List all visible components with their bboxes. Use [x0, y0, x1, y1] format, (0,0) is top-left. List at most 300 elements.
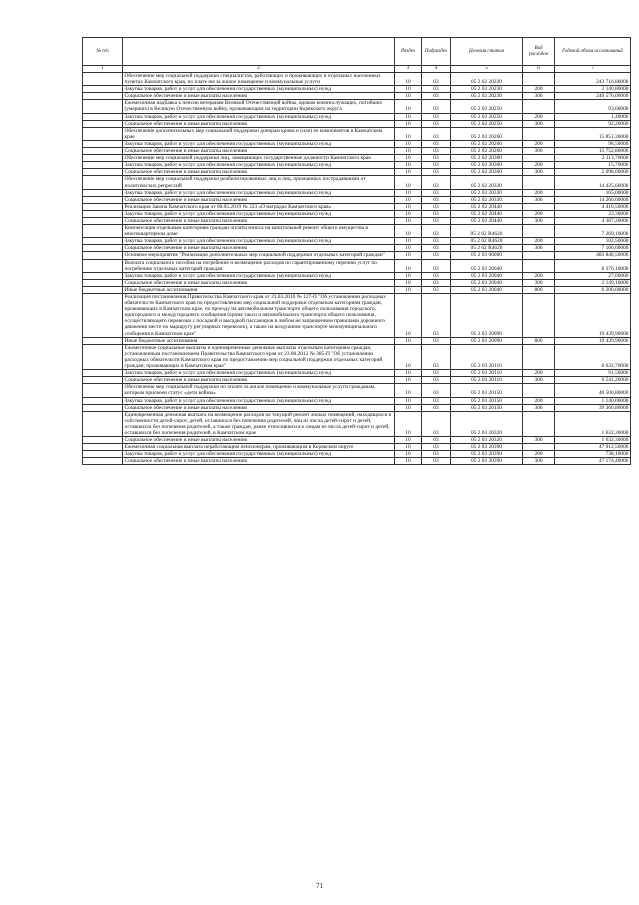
cell-section: 10 — [395, 113, 422, 120]
cell-expense-type — [523, 225, 555, 238]
cell-amount: 6 200,00000 — [555, 286, 631, 293]
cell-section: 10 — [395, 162, 422, 169]
cell-amount: 15 851,30000 — [555, 127, 631, 140]
cell-target-article: 05 2 02 20440 — [451, 203, 523, 210]
cell-number — [83, 238, 123, 245]
cell-subsection: 03 — [422, 370, 451, 377]
table-row — [83, 225, 631, 238]
cell-name: Закупка товаров, работ и услуг для обеспечения государственных (муниципальных) нужд — [123, 370, 395, 377]
table-row — [83, 196, 631, 203]
table-row — [83, 155, 631, 162]
table-row — [83, 384, 631, 397]
cell-expense-type: 200 — [523, 113, 555, 120]
cell-expense-type: 200 — [523, 370, 555, 377]
cell-target-article: 05 2 02 20250 — [451, 120, 523, 127]
cell-expense-type — [523, 444, 555, 451]
cell-target-article: 05 2 03 20320 — [451, 437, 523, 444]
cell-number — [83, 272, 123, 279]
cell-section: 10 — [395, 120, 422, 127]
table-row — [83, 451, 631, 458]
cell-subsection: 03 — [422, 86, 451, 93]
cell-number — [83, 370, 123, 377]
cell-section: 10 — [395, 437, 422, 444]
cell-amount: 102,50000 — [555, 238, 631, 245]
cell-expense-type — [523, 203, 555, 210]
cell-number — [83, 169, 123, 176]
cell-expense-type: 300 — [523, 279, 555, 286]
cell-name: Социальное обеспечение и иные выплаты населению — [123, 148, 395, 155]
table-row — [83, 337, 631, 344]
cell-section: 10 — [395, 245, 422, 252]
col-header-annual-amount: Годовой объем ассигнований — [555, 38, 631, 66]
cell-expense-type — [523, 384, 555, 397]
cell-amount: 27,00000 — [555, 272, 631, 279]
cell-subsection: 03 — [422, 458, 451, 465]
cell-amount: 240 576,00000 — [555, 93, 631, 100]
cell-section: 10 — [395, 189, 422, 196]
cell-name: Компенсация отдельным категориям граждан оплаты взноса на капитальный ремонт общего имущества в многоквартирном доме — [123, 225, 395, 238]
cell-subsection: 03 — [422, 238, 451, 245]
budget-table — [82, 37, 631, 465]
cell-expense-type: 200 — [523, 210, 555, 217]
cell-amount: 1 632,30000 — [555, 437, 631, 444]
cell-expense-type — [523, 176, 555, 189]
cell-expense-type: 300 — [523, 196, 555, 203]
table-row — [83, 252, 631, 259]
cell-amount: 40 500,80000 — [555, 384, 631, 397]
cell-number — [83, 377, 123, 384]
cell-subsection: 03 — [422, 127, 451, 140]
cell-section: 10 — [395, 384, 422, 397]
cell-subsection: 03 — [422, 451, 451, 458]
cell-expense-type — [523, 73, 555, 86]
table-index-row — [83, 66, 631, 73]
table-row — [83, 458, 631, 465]
cell-section: 10 — [395, 127, 422, 140]
cell-section: 10 — [395, 176, 422, 189]
cell-expense-type — [523, 294, 555, 338]
cell-target-article: 05 2 03 00000 — [451, 252, 523, 259]
col-header-expense-type: Вид расходов — [523, 38, 555, 66]
cell-target-article: 05 2 02 20230 — [451, 86, 523, 93]
cell-name: Социальное обеспечение и иные выплаты населению — [123, 93, 395, 100]
cell-section: 10 — [395, 86, 422, 93]
cell-section: 10 — [395, 458, 422, 465]
cell-number — [83, 458, 123, 465]
cell-number — [83, 451, 123, 458]
cell-subsection: 03 — [422, 344, 451, 369]
cell-amount: 47 912,50000 — [555, 444, 631, 451]
cell-expense-type — [523, 252, 555, 259]
cell-target-article: 05 2 02 20440 — [451, 217, 523, 224]
cell-amount: 2 098,00000 — [555, 169, 631, 176]
cell-name: Ежемесячная надбавка к пенсии ветеранам Великой Отечественной войны, вдовам военнослужащих, погибших (умерших) в Великую Отечественную войну, проживающим на территории Корякского округа — [123, 100, 395, 113]
table-row — [83, 217, 631, 224]
cell-expense-type: 300 — [523, 93, 555, 100]
cell-number — [83, 93, 123, 100]
cell-section: 10 — [395, 344, 422, 369]
cell-section: 10 — [395, 203, 422, 210]
cell-name: Социальное обеспечение и иные выплаты населению — [123, 169, 395, 176]
cell-amount: 7 166,60000 — [555, 245, 631, 252]
cell-number — [83, 210, 123, 217]
cell-expense-type — [523, 127, 555, 140]
cell-section: 10 — [395, 411, 422, 436]
cell-number — [83, 196, 123, 203]
cell-amount: 91,50000 — [555, 370, 631, 377]
cell-target-article: 05 2 02 20330 — [451, 176, 523, 189]
table-row — [83, 176, 631, 189]
cell-name: Обеспечение мер социальной поддержки по оплате за жилое помещение и коммунальные услуги гражданам, которым присвоен статус «дети войны» — [123, 384, 395, 397]
cell-subsection: 03 — [422, 337, 451, 344]
cell-target-article: 05 2 02 20260 — [451, 140, 523, 147]
cell-amount: 1 632,30000 — [555, 411, 631, 436]
cell-number — [83, 411, 123, 436]
cell-name: Иные бюджетные ассигнования — [123, 286, 395, 293]
cell-section: 10 — [395, 148, 422, 155]
cell-number — [83, 100, 123, 113]
cell-amount: 19 439,90000 — [555, 337, 631, 344]
cell-name: Обеспечение дополнительных мер социальной поддержки донорам крови и (или) ее компонентов в Камчатском крае — [123, 127, 395, 140]
cell-name: Реализация постановления Правительства Камчатского края от 23.03.2010 № 127-П "Об установлении расходных обязательств Камчатского края по предоставлению мер социальной поддержки отдельным категориям граждан, проживающих в Камчатском крае, по проезду на автомобильном транспорте общего пользования городского, пригородного и междугороднего сообщения (кроме такси и автомобильного транспорта общего пользования, осуществляющего перевозки с посадкой и высадкой пассажиров в любом не запрещенном правилами дорожного движения месте по маршруту регулярных перевозок), а также на воздушном транспорте межмуниципального сообщения в Камчатском крае" — [123, 294, 395, 338]
table-row — [83, 377, 631, 384]
cell-section: 10 — [395, 93, 422, 100]
table-row — [83, 444, 631, 451]
cell-section: 10 — [395, 397, 422, 404]
table-row — [83, 370, 631, 377]
cell-section: 10 — [395, 370, 422, 377]
cell-subsection: 03 — [422, 377, 451, 384]
cell-section: 10 — [395, 196, 422, 203]
table-row — [83, 127, 631, 140]
cell-expense-type: 800 — [523, 337, 555, 344]
cell-section: 10 — [395, 444, 422, 451]
cell-subsection: 03 — [422, 411, 451, 436]
cell-number — [83, 113, 123, 120]
cell-expense-type: 300 — [523, 404, 555, 411]
cell-target-article: 05 2 02 R4620 — [451, 225, 523, 238]
cell-expense-type — [523, 259, 555, 272]
cell-section: 10 — [395, 252, 422, 259]
cell-subsection: 03 — [422, 404, 451, 411]
cell-expense-type: 200 — [523, 189, 555, 196]
cell-amount: 14 260,60000 — [555, 196, 631, 203]
cell-subsection: 03 — [422, 73, 451, 86]
cell-section: 10 — [395, 259, 422, 272]
cell-expense-type — [523, 411, 555, 436]
cell-number — [83, 397, 123, 404]
cell-target-article: 05 2 02 20260 — [451, 148, 523, 155]
cell-number — [83, 444, 123, 451]
cell-amount: 483 848,50000 — [555, 252, 631, 259]
cell-name: Основное мероприятие "Реализация дополнительных мер социальной поддержки отдельных категорий граждан" — [123, 252, 395, 259]
table-row — [83, 245, 631, 252]
cell-subsection: 03 — [422, 286, 451, 293]
cell-amount: 15 752,80000 — [555, 148, 631, 155]
cell-name: Закупка товаров, работ и услуг для обеспечения государственных (муниципальных) нужд — [123, 397, 395, 404]
cell-section: 10 — [395, 337, 422, 344]
cell-amount: 7 269,10000 — [555, 225, 631, 238]
cell-name: Закупка товаров, работ и услуг для обеспечения государственных (муниципальных) нужд — [123, 238, 395, 245]
cell-name: Закупка товаров, работ и услуг для обеспечения государственных (муниципальных) нужд — [123, 451, 395, 458]
cell-name: Ежемесячные социальные выплаты и единовременные денежные выплаты отдельным категориям граждан, установленным постановлением Правительства Камчатского края от 23.08.2012 № 385-П "Об установлении расходных обязательств Камчатского края по предоставлению мер социальной поддержки отдельных категорий граждан, проживающих в Камчатском крае" — [123, 344, 395, 369]
cell-number — [83, 148, 123, 155]
index-cell: 1 — [83, 66, 123, 73]
cell-amount: 19 439,90000 — [555, 294, 631, 338]
cell-number — [83, 252, 123, 259]
cell-target-article: 05 2 02 20300 — [451, 155, 523, 162]
cell-target-article: 05 2 03 20040 — [451, 279, 523, 286]
cell-name: Социальное обеспечение и иные выплаты населению — [123, 196, 395, 203]
cell-number — [83, 225, 123, 238]
cell-target-article: 05 2 03 20390 — [451, 451, 523, 458]
cell-subsection: 03 — [422, 252, 451, 259]
cell-expense-type: 300 — [523, 377, 555, 384]
cell-target-article: 05 2 03 20150 — [451, 397, 523, 404]
cell-subsection: 03 — [422, 169, 451, 176]
cell-number — [83, 245, 123, 252]
cell-amount: 738,10000 — [555, 451, 631, 458]
cell-number — [83, 259, 123, 272]
cell-amount: 23,30000 — [555, 210, 631, 217]
cell-name: Социальное обеспечение и иные выплаты населению — [123, 279, 395, 286]
col-header-subsection: Подраздел — [422, 38, 451, 66]
cell-target-article: 05 2 03 20090 — [451, 337, 523, 344]
cell-target-article: 05 2 03 20090 — [451, 294, 523, 338]
cell-subsection: 03 — [422, 279, 451, 286]
cell-section: 10 — [395, 294, 422, 338]
cell-name: Выплата социального пособия на погребение и возмещение расходов по гарантированному перечню услуг по погребению отдельных категорий граждан — [123, 259, 395, 272]
cell-name: Закупка товаров, работ и услуг для обеспечения государственных (муниципальных) нужд — [123, 189, 395, 196]
cell-subsection: 03 — [422, 162, 451, 169]
cell-expense-type: 300 — [523, 458, 555, 465]
cell-name: Социальное обеспечение и иные выплаты населению — [123, 437, 395, 444]
cell-name: Социальное обеспечение и иные выплаты населению — [123, 217, 395, 224]
index-cell: 2 — [123, 66, 395, 73]
cell-name: Социальное обеспечение и иные выплаты населению — [123, 377, 395, 384]
table-row — [83, 189, 631, 196]
cell-amount: 6 541,20000 — [555, 377, 631, 384]
cell-amount: 6 632,70000 — [555, 344, 631, 369]
cell-subsection: 03 — [422, 148, 451, 155]
col-header-section: Раздел — [395, 38, 422, 66]
cell-name: Закупка товаров, работ и услуг для обеспечения государственных (муниципальных) нужд — [123, 272, 395, 279]
cell-subsection: 03 — [422, 245, 451, 252]
cell-target-article: 05 2 03 20040 — [451, 259, 523, 272]
cell-expense-type — [523, 155, 555, 162]
table-row — [83, 286, 631, 293]
table-row — [83, 169, 631, 176]
cell-subsection: 03 — [422, 217, 451, 224]
cell-number — [83, 344, 123, 369]
cell-amount: 4 387,20000 — [555, 217, 631, 224]
table-header-row — [83, 38, 631, 66]
index-cell: 5 — [451, 66, 523, 73]
cell-name: Закупка товаров, работ и услуг для обеспечения государственных (муниципальных) нужд — [123, 113, 395, 120]
cell-name: Закупка товаров, работ и услуг для обеспечения государственных (муниципальных) нужд — [123, 140, 395, 147]
cell-section: 10 — [395, 225, 422, 238]
cell-expense-type: 300 — [523, 169, 555, 176]
table-row — [83, 344, 631, 369]
index-cell: 6 — [523, 66, 555, 73]
cell-expense-type: 200 — [523, 162, 555, 169]
table-row — [83, 120, 631, 127]
cell-amount: 1 140,00000 — [555, 397, 631, 404]
page-number: 71 — [316, 882, 323, 890]
table-row — [83, 294, 631, 338]
cell-number — [83, 286, 123, 293]
cell-subsection: 03 — [422, 113, 451, 120]
cell-target-article: 05 2 02 20250 — [451, 113, 523, 120]
cell-target-article: 05 2 03 20110 — [451, 377, 523, 384]
table-row — [83, 162, 631, 169]
cell-section: 10 — [395, 451, 422, 458]
cell-name: Обеспечение мер социальной поддержки лиц, замещающих государственные должности Камчатского края — [123, 155, 395, 162]
cell-subsection: 03 — [422, 203, 451, 210]
cell-expense-type: 300 — [523, 148, 555, 155]
table-row — [83, 259, 631, 272]
cell-amount: 15,70000 — [555, 162, 631, 169]
table-row — [83, 73, 631, 86]
cell-name: Социальное обеспечение и иные выплаты населению — [123, 404, 395, 411]
cell-subsection: 03 — [422, 100, 451, 113]
table-row — [83, 100, 631, 113]
cell-section: 10 — [395, 100, 422, 113]
cell-amount: 92,20000 — [555, 120, 631, 127]
cell-expense-type: 200 — [523, 140, 555, 147]
cell-subsection: 03 — [422, 259, 451, 272]
cell-name: Социальное обеспечение и иные выплаты населению — [123, 458, 395, 465]
cell-section: 10 — [395, 238, 422, 245]
cell-target-article: 05 2 02 20230 — [451, 73, 523, 86]
cell-name: Ежемесячная социальная выплата неработающим пенсионерам, проживающим в Корякском округе — [123, 444, 395, 451]
cell-name: Иные бюджетные ассигнования — [123, 337, 395, 344]
cell-amount: 3 140,80000 — [555, 86, 631, 93]
cell-section: 10 — [395, 140, 422, 147]
table-row — [83, 404, 631, 411]
index-cell: 4 — [422, 66, 451, 73]
cell-amount: 243 716,80000 — [555, 73, 631, 86]
col-header-number: № п/п — [83, 38, 123, 66]
table-row — [83, 140, 631, 147]
cell-subsection: 03 — [422, 140, 451, 147]
cell-target-article: 05 2 03 20110 — [451, 344, 523, 369]
cell-expense-type: 200 — [523, 86, 555, 93]
cell-name: Реализация Закона Камчатского края от 06.05.2019 № 323 «О наградах Камчатского края» — [123, 203, 395, 210]
cell-number — [83, 86, 123, 93]
cell-amount: 14 425,60000 — [555, 176, 631, 189]
cell-target-article: 05 2 03 20150 — [451, 404, 523, 411]
cell-name: Обеспечение мер социальной поддержки реабилитированных лиц и лиц, признанных пострадавшими от политических репрессий — [123, 176, 395, 189]
cell-expense-type: 300 — [523, 217, 555, 224]
cell-name: Обеспечение мер социальной поддержки специалистов, работающих и проживающих в отдельных населенных пунктах Камчатского края, по плате им за жилое помещение и коммунальные услуги — [123, 73, 395, 86]
cell-subsection: 03 — [422, 189, 451, 196]
index-cell: 7 — [555, 66, 631, 73]
cell-number — [83, 189, 123, 196]
cell-amount: 98,50000 — [555, 140, 631, 147]
cell-number — [83, 120, 123, 127]
cell-number — [83, 73, 123, 86]
cell-number — [83, 127, 123, 140]
cell-number — [83, 337, 123, 344]
cell-amount: 93,60000 — [555, 100, 631, 113]
table-row — [83, 437, 631, 444]
cell-number — [83, 437, 123, 444]
cell-subsection: 03 — [422, 444, 451, 451]
col-header-target-article: Целевая статья — [451, 38, 523, 66]
cell-amount: 39 360,80000 — [555, 404, 631, 411]
table-body — [83, 73, 631, 465]
cell-amount: 47 174,40000 — [555, 458, 631, 465]
cell-target-article: 05 2 02 20440 — [451, 210, 523, 217]
cell-expense-type: 300 — [523, 437, 555, 444]
cell-number — [83, 203, 123, 210]
table-row — [83, 397, 631, 404]
cell-expense-type — [523, 100, 555, 113]
cell-number — [83, 217, 123, 224]
cell-number — [83, 162, 123, 169]
cell-subsection: 03 — [422, 225, 451, 238]
table-row — [83, 93, 631, 100]
cell-expense-type: 300 — [523, 120, 555, 127]
cell-section: 10 — [395, 404, 422, 411]
cell-number — [83, 155, 123, 162]
cell-number — [83, 140, 123, 147]
cell-subsection: 03 — [422, 294, 451, 338]
cell-section: 10 — [395, 286, 422, 293]
cell-amount: 2 149,10000 — [555, 279, 631, 286]
cell-name: Закупка товаров, работ и услуг для обеспечения государственных (муниципальных) нужд — [123, 86, 395, 93]
cell-number — [83, 294, 123, 338]
cell-subsection: 03 — [422, 397, 451, 404]
table-row — [83, 203, 631, 210]
cell-target-article: 05 2 03 20150 — [451, 384, 523, 397]
table-row — [83, 113, 631, 120]
table-row — [83, 148, 631, 155]
cell-expense-type: 200 — [523, 451, 555, 458]
cell-target-article: 05 2 02 20230 — [451, 93, 523, 100]
cell-target-article: 05 2 03 20040 — [451, 286, 523, 293]
cell-section: 10 — [395, 73, 422, 86]
cell-target-article: 05 2 02 R4620 — [451, 245, 523, 252]
cell-expense-type: 800 — [523, 286, 555, 293]
cell-target-article: 05 2 02 20330 — [451, 196, 523, 203]
cell-target-article: 05 2 02 20330 — [451, 189, 523, 196]
cell-subsection: 03 — [422, 93, 451, 100]
cell-target-article: 05 2 03 20040 — [451, 272, 523, 279]
cell-amount: 8 376,10000 — [555, 259, 631, 272]
cell-section: 10 — [395, 169, 422, 176]
cell-amount: 2 113,70000 — [555, 155, 631, 162]
cell-number — [83, 279, 123, 286]
cell-number — [83, 176, 123, 189]
cell-name: Закупка товаров, работ и услуг для обеспечения государственных (муниципальных) нужд — [123, 210, 395, 217]
cell-subsection: 03 — [422, 196, 451, 203]
table-row — [83, 86, 631, 93]
cell-target-article: 05 2 02 R4620 — [451, 238, 523, 245]
cell-number — [83, 404, 123, 411]
table-row — [83, 238, 631, 245]
cell-target-article: 05 2 02 20260 — [451, 127, 523, 140]
cell-name: Социальное обеспечение и иные выплаты населению — [123, 245, 395, 252]
cell-subsection: 03 — [422, 437, 451, 444]
cell-expense-type: 200 — [523, 238, 555, 245]
index-cell: 3 — [395, 66, 422, 73]
col-header-name — [123, 38, 395, 66]
cell-section: 10 — [395, 217, 422, 224]
cell-section: 10 — [395, 210, 422, 217]
cell-amount: 165,00000 — [555, 189, 631, 196]
